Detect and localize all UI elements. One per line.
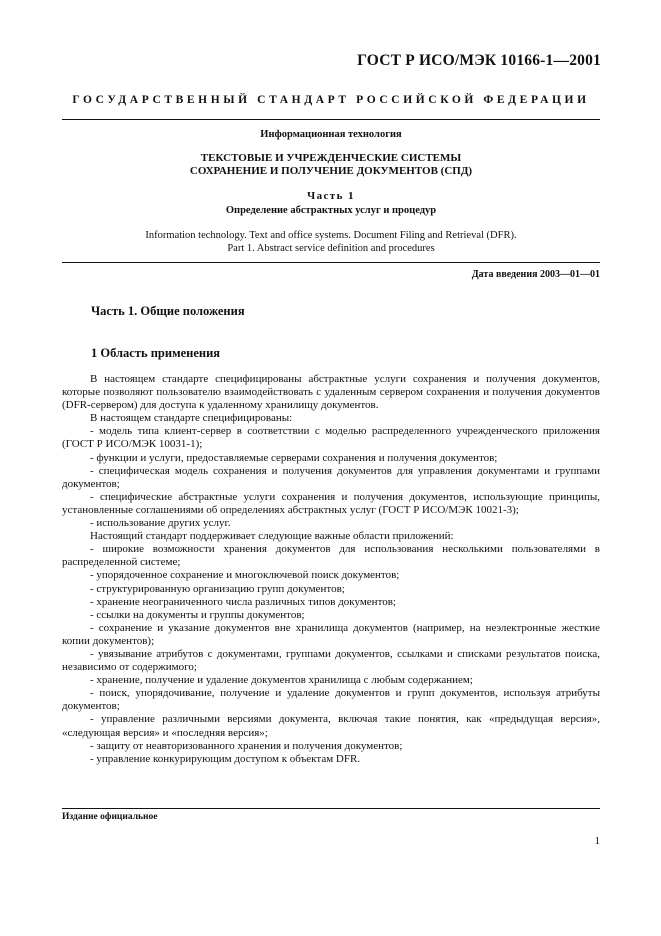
list-item: - сохранение и указание документов вне хранилища документов (например, на неэлектронные жесткие копии документов);: [62, 621, 600, 647]
list-item: - управление конкурирующим доступом к объектам DFR.: [90, 752, 361, 765]
footer-divider: [62, 808, 600, 809]
list-item: - модель типа клиент-сервер в соответствии с моделью распределенного учрежденческого приложения (ГОСТ Р ИСО/МЭК 10031-1);: [62, 425, 600, 451]
main-title-line-1: ТЕКСТОВЫЕ И УЧРЕЖДЕНЧЕСКИЕ СИСТЕМЫ: [200, 152, 462, 164]
official-edition-label: Издание официальное: [62, 812, 158, 822]
list-item: - функции и услуги, предоставляемые серверами сохранения и получения документов;: [90, 451, 498, 464]
list-item: - хранение, получение и удаление документов хранилища с любым содержанием;: [90, 674, 473, 687]
part-number: Часть 1: [307, 190, 355, 202]
part-title: Определение абстрактных услуг и процедур: [225, 205, 437, 216]
list-item: - управление различными версиями документа, включая такие понятия, как «предыдущая версия», «следующая версия» и «последняя версия»;: [62, 713, 600, 739]
main-title-line-2: СОХРАНЕНИЕ И ПОЛУЧЕНИЕ ДОКУМЕНТОВ (СПД): [189, 165, 473, 177]
document-code: ГОСТ Р ИСО/МЭК 10166-1—2001: [357, 52, 601, 69]
paragraph: В настоящем стандарте специфицированы:: [90, 412, 293, 425]
english-title-line-1: Information technology. Text and office systems. Document Filing and Retrieval (DFR).: [145, 230, 517, 241]
list-item: - структурированную организацию групп документов;: [90, 582, 345, 595]
list-item: - хранение неограниченного числа различных типов документов;: [90, 595, 396, 608]
section-heading: 1 Область применения: [91, 346, 221, 360]
title-divider: [62, 262, 600, 263]
standard-title: ГОСУДАРСТВЕННЫЙ СТАНДАРТ РОССИЙСКОЙ ФЕДЕРАЦИИ: [72, 94, 590, 106]
part-heading: Часть 1. Общие положения: [91, 304, 245, 318]
list-item: - специфическая модель сохранения и получения документов для управления документами и группами документов;: [62, 464, 600, 490]
list-item: - использование других услуг.: [90, 517, 231, 530]
paragraph: В настоящем стандарте специфицированы абстрактные услуги сохранения и получения документов, которые позволяют пользователю взаимодействовать с удаленным сервером сохранения и получения документов (DFR-сервером) для доступа к удаленному хранилищу документов.: [62, 373, 600, 412]
list-item: - ссылки на документы и группы документов;: [90, 608, 305, 621]
list-item: - увязывание атрибутов с документами, группами документов, ссылками и списками результатов поиска, независимо от содержимого;: [62, 647, 600, 674]
list-item: - специфические абстрактные услуги сохранения и получения документов, использующие принципы, установленные соглашениями об определениях абстрактных услуг (ГОСТ Р ИСО/МЭК 10021-3);: [62, 490, 600, 516]
english-title-line-2: Part 1. Abstract service definition and procedures: [227, 243, 435, 254]
body-text: [62, 373, 600, 766]
list-item: - поиск, упорядочивание, получение и удаление документов и групп документов, используя атрибуты документов;: [62, 687, 600, 713]
list-item: - защиту от неавторизованного хранения и получения документов;: [90, 739, 403, 752]
list-item: - упорядоченное сохранение и многоключевой поиск документов;: [90, 569, 400, 582]
english-title: [62, 229, 600, 255]
subject-heading: Информационная технология: [260, 129, 402, 140]
introduction-date: Дата введения 2003—01—01: [471, 269, 600, 280]
top-divider: [62, 119, 600, 120]
paragraph: Настоящий стандарт поддерживает следующие важные области приложений:: [90, 530, 454, 543]
page-number: 1: [594, 835, 600, 847]
list-item: - широкие возможности хранения документов для использования несколькими пользователями в распределенной системе;: [62, 543, 600, 569]
main-title: [62, 152, 600, 178]
